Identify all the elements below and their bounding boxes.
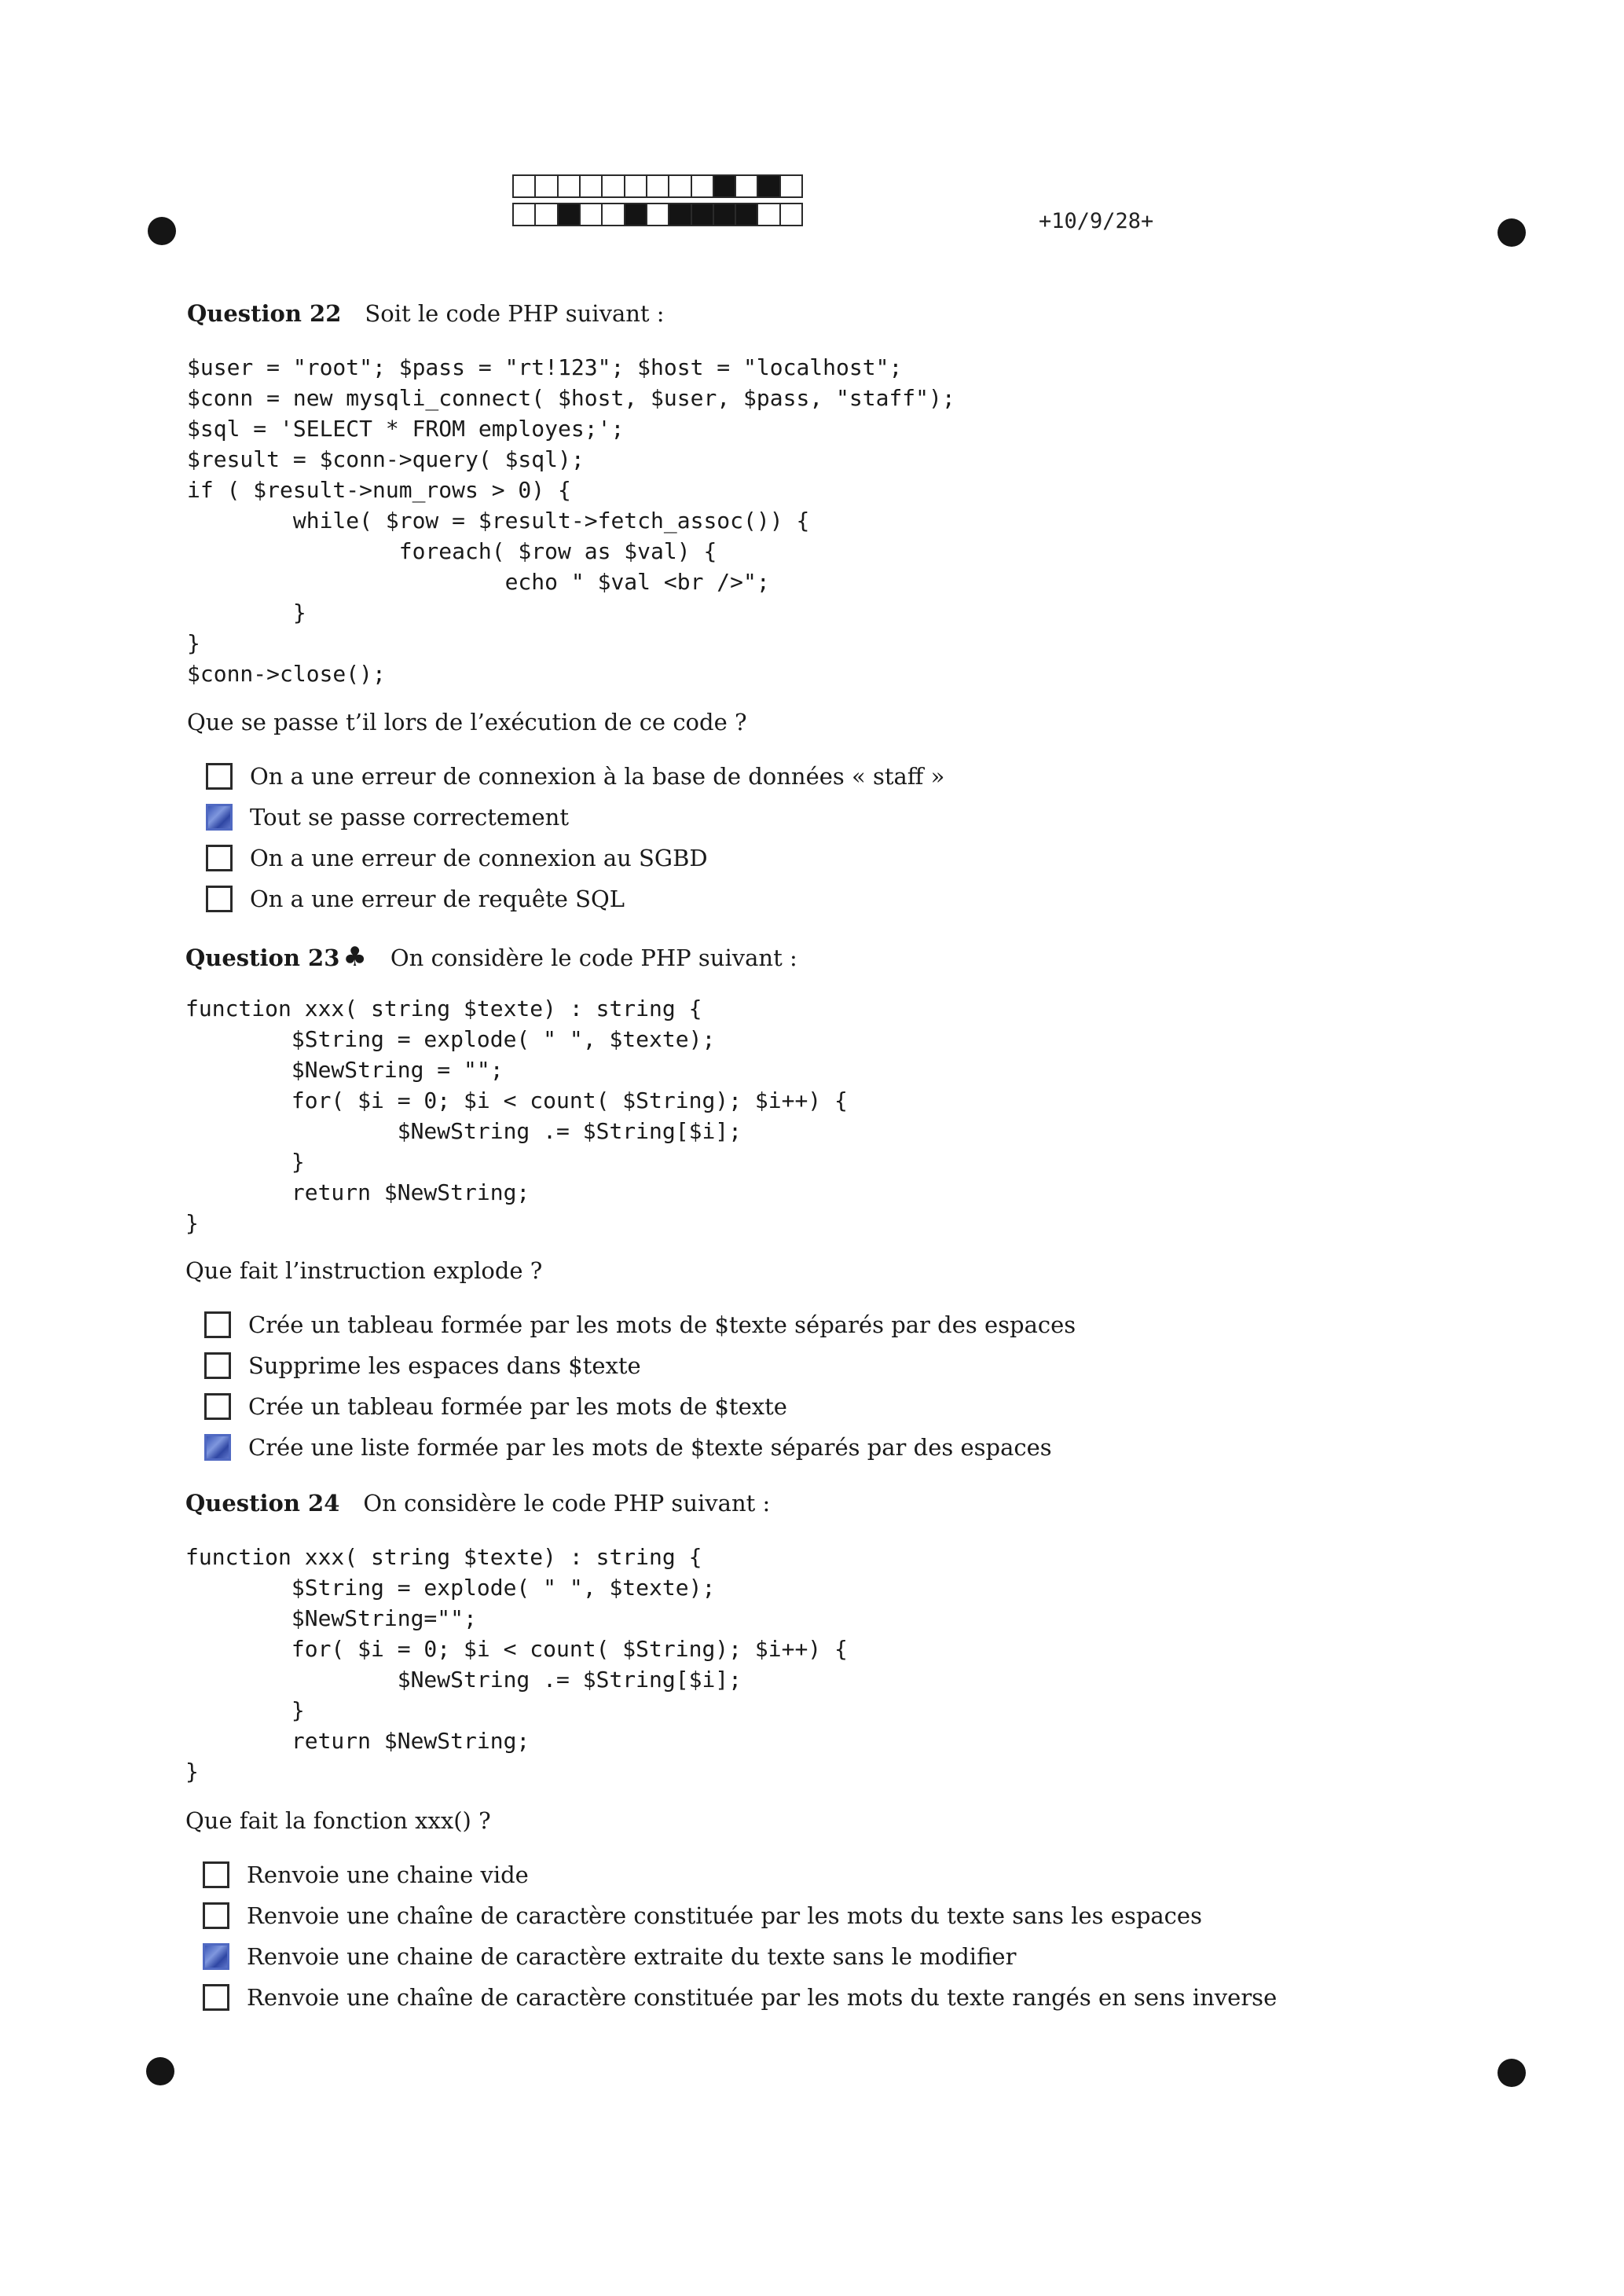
registration-mark-top-left xyxy=(148,217,176,245)
barcode-cell xyxy=(512,174,536,198)
barcode-row-1 xyxy=(512,174,801,198)
answer-option-label: Crée un tableau formée par les mots de $texte xyxy=(248,1393,787,1420)
answer-option[interactable] xyxy=(203,1854,1277,1895)
barcode-cell xyxy=(668,203,691,226)
barcode-cell xyxy=(601,174,625,198)
answer-option[interactable] xyxy=(206,797,944,838)
answer-option-label: Tout se passe correctement xyxy=(250,804,569,831)
barcode-cell xyxy=(557,174,581,198)
barcode-cell xyxy=(534,203,558,226)
answer-option-label: Renvoie une chaîne de caractère constituée par les mots du texte rangés en sens inverse xyxy=(247,1984,1278,2011)
barcode-cell xyxy=(735,174,758,198)
barcode-cell xyxy=(779,203,803,226)
barcode-cell xyxy=(668,174,691,198)
question-22-prompt: Que se passe t’il lors de l’exécution de ce code ? xyxy=(187,709,747,735)
question-24-prompt: Que fait la fonction xxx() ? xyxy=(185,1807,491,1834)
checkbox[interactable] xyxy=(204,1311,231,1338)
answer-option[interactable] xyxy=(206,756,944,797)
club-symbol: ♣ xyxy=(343,941,367,973)
answer-option-label: Crée un tableau formée par les mots de $texte séparés par des espaces xyxy=(248,1311,1076,1338)
answer-option[interactable] xyxy=(204,1304,1076,1345)
answer-option[interactable] xyxy=(203,1977,1277,2018)
answer-option[interactable] xyxy=(206,878,944,919)
barcode-cell xyxy=(601,203,625,226)
question-23-title xyxy=(185,941,797,973)
barcode-cell xyxy=(579,203,603,226)
registration-mark-bottom-right xyxy=(1498,2059,1526,2087)
barcode-cell xyxy=(624,174,647,198)
question-number: Question 23 xyxy=(185,944,340,971)
answer-option-label: On a une erreur de requête SQL xyxy=(250,886,625,912)
answer-option[interactable] xyxy=(203,1936,1277,1977)
barcode-cell xyxy=(534,174,558,198)
barcode-cell xyxy=(713,174,736,198)
answer-option-label: On a une erreur de connexion à la base de données « staff » xyxy=(250,763,945,790)
answer-option[interactable] xyxy=(204,1345,1076,1386)
answer-option[interactable] xyxy=(204,1386,1076,1427)
barcode-cell xyxy=(624,203,647,226)
question-24-code: function xxx( string $texte) : string { $String = explode( " ", $texte); $NewString=""; for( $i = 0; $i < count( $String); $i++) { $NewString .= $String[$i]; } return $NewString; } xyxy=(185,1544,848,1784)
question-intro: Soit le code PHP suivant : xyxy=(365,300,665,327)
checkbox[interactable] xyxy=(204,1393,231,1420)
answer-option-label: Supprime les espaces dans $texte xyxy=(248,1352,641,1379)
barcode-cell xyxy=(779,174,803,198)
barcode-cell xyxy=(691,203,714,226)
checked-checkbox[interactable] xyxy=(203,1943,229,1970)
barcode-cell xyxy=(557,203,581,226)
question-23-code: function xxx( string $texte) : string { $String = explode( " ", $texte); $NewString = ""; for( $i = 0; $i < count( $String); $i++) { $NewString .= $String[$i]; } return $NewString; } xyxy=(185,996,848,1236)
checkbox[interactable] xyxy=(206,886,233,912)
checked-checkbox[interactable] xyxy=(204,1434,231,1461)
answer-option[interactable] xyxy=(203,1895,1277,1936)
question-intro: On considère le code PHP suivant : xyxy=(363,1490,771,1517)
answer-option-label: Crée une liste formée par les mots de $texte séparés par des espaces xyxy=(248,1434,1052,1461)
answer-option[interactable] xyxy=(206,838,944,878)
question-23-prompt: Que fait l’instruction explode ? xyxy=(185,1257,543,1284)
barcode-cell xyxy=(757,203,780,226)
answer-option[interactable] xyxy=(204,1427,1076,1468)
barcode-cell xyxy=(713,203,736,226)
registration-mark-bottom-left xyxy=(146,2057,174,2085)
checkbox[interactable] xyxy=(206,845,233,871)
barcode-cell xyxy=(757,174,780,198)
answer-option-label: Renvoie une chaîne de caractère constituée par les mots du texte sans les espaces xyxy=(247,1902,1202,1929)
checkbox[interactable] xyxy=(203,1902,229,1929)
question-22-code: $user = "root"; $pass = "rt!123"; $host = "localhost"; $conn = new mysqli_connect( $host, $user, $pass, "staff"); $sql = 'SELECT * FROM employes;'; $result = $conn->query( $sql); if ( $result->num_rows > 0) { while( $row = $result->fetch_assoc()) { foreach( $row as $val) { echo " $val <br />"; } } $conn->close(); xyxy=(187,354,955,687)
answer-option-label: On a une erreur de connexion au SGBD xyxy=(250,845,708,871)
question-number: Question 24 xyxy=(185,1490,340,1517)
checkbox[interactable] xyxy=(203,1861,229,1888)
question-22-title xyxy=(187,300,665,327)
checkbox[interactable] xyxy=(206,763,233,790)
barcode-cell xyxy=(512,203,536,226)
question-22-options xyxy=(206,756,944,919)
barcode-cell xyxy=(691,174,714,198)
question-intro: On considère le code PHP suivant : xyxy=(390,944,797,971)
question-24-title xyxy=(185,1490,770,1517)
barcode-cell xyxy=(646,203,669,226)
page-identifier: +10/9/28+ xyxy=(1039,209,1154,233)
checkbox[interactable] xyxy=(204,1352,231,1379)
question-24-options xyxy=(203,1854,1277,2018)
question-23-options xyxy=(204,1304,1076,1468)
checkbox[interactable] xyxy=(203,1984,229,2011)
barcode-cell xyxy=(579,174,603,198)
registration-mark-top-right xyxy=(1498,218,1526,247)
answer-option-label: Renvoie une chaine vide xyxy=(247,1861,529,1888)
checked-checkbox[interactable] xyxy=(206,804,233,831)
barcode-cell xyxy=(735,203,758,226)
answer-option-label: Renvoie une chaine de caractère extraite du texte sans le modifier xyxy=(247,1943,1017,1970)
barcode-row-2 xyxy=(512,203,801,226)
barcode-cell xyxy=(646,174,669,198)
question-number: Question 22 xyxy=(187,300,342,327)
